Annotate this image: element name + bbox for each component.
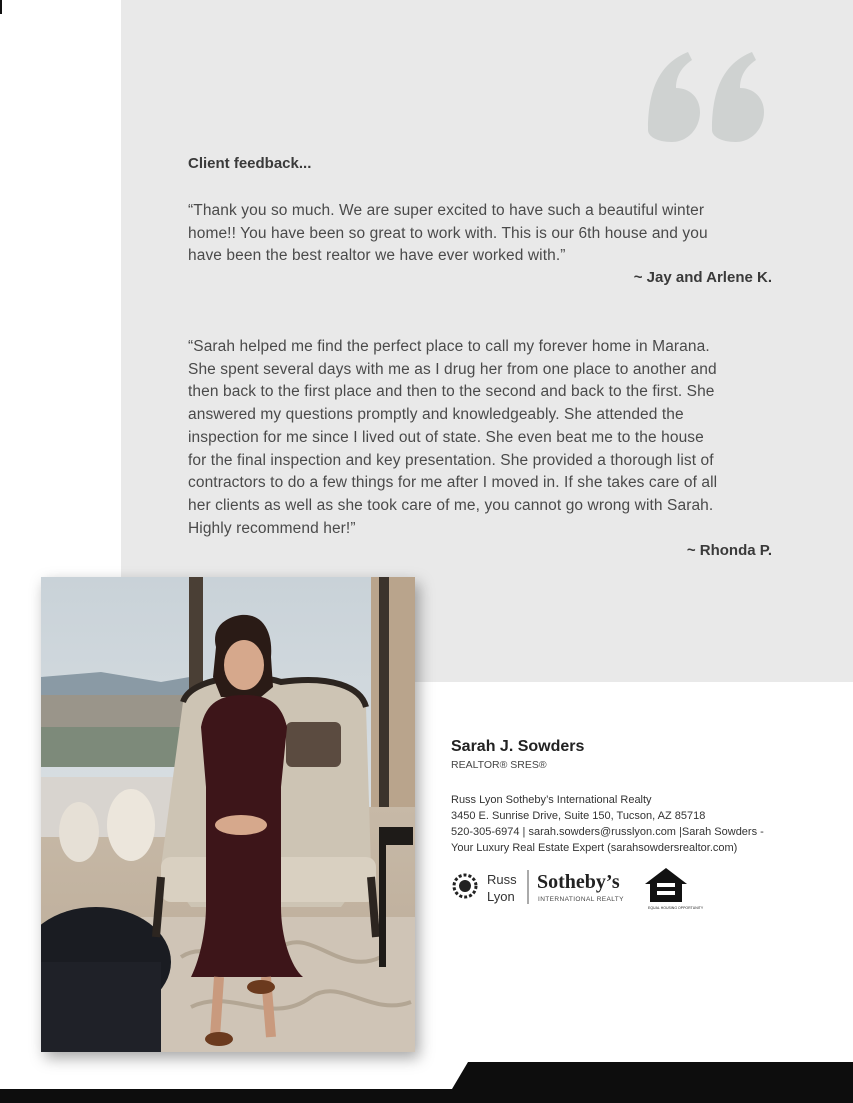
testimonial-1-author: ~ Jay and Arlene K. — [633, 269, 772, 286]
testimonial-line: “Thank you so much. We are super excited to have such a beautiful winter — [188, 202, 705, 219]
logo-sothebys-sub: INTERNATIONAL REALTY — [538, 896, 624, 903]
testimonial-line: answered my questions promptly and knowledgeably. She attended the — [188, 406, 684, 424]
portrait-illustration — [41, 577, 415, 1052]
page-edge-mark — [0, 0, 2, 14]
agent-address: 3450 E. Sunrise Drive, Suite 150, Tucson, AZ 85718 — [451, 810, 706, 822]
testimonial-line: for the final inspection and key presentation. She provided a thorough list of — [188, 451, 714, 469]
testimonial-2-author: ~ Rhonda P. — [686, 542, 772, 559]
agent-brokerage: Russ Lyon Sotheby’s International Realty — [451, 794, 652, 806]
testimonial-line: Highly recommend her!” — [188, 519, 356, 537]
agent-contact-line[interactable]: 520-305-6974 | sarah.sowders@russlyon.com |Sarah Sowders - — [451, 826, 764, 838]
testimonial-line: “Sarah helped me find the perfect place to call my forever home in Marana. — [188, 338, 710, 355]
agent-contact-block — [451, 792, 831, 856]
logo-sothebys-text: Sotheby’s — [537, 871, 620, 893]
feedback-heading: Client feedback... — [188, 155, 312, 172]
logo-russ-text: Russ — [487, 872, 517, 887]
brokerage-logo-row — [451, 864, 751, 914]
testimonial-line: She spent several days with me as I drug her from one place to another and — [188, 360, 717, 378]
testimonial-line: contractors to do a few things for me after I moved in. If she takes care of all — [188, 474, 718, 492]
agent-website-line[interactable]: Your Luxury Real Estate Expert (sarahsowdersrealtor.com) — [451, 842, 738, 854]
russ-lyon-emblem-icon — [454, 875, 476, 897]
equal-housing-icon — [645, 868, 704, 910]
equal-housing-text: EQUAL HOUSING OPPORTUNITY — [648, 906, 704, 910]
agent-portrait-photo — [41, 577, 415, 1052]
quotation-mark-icon — [640, 42, 780, 152]
testimonial-line: home!! You have been so great to work with. This is our 6th house and you — [188, 224, 708, 242]
testimonial-2-text — [188, 336, 778, 540]
testimonial-line: her clients as well as she took care of me, you cannot go wrong with Sarah. — [188, 496, 714, 514]
logo-lyon-text: Lyon — [487, 889, 515, 904]
testimonial-line: inspection for me since I lived out of state. She even beat me to the house — [188, 428, 704, 446]
agent-info — [451, 738, 831, 856]
bottom-bar-decoration — [0, 1062, 853, 1103]
testimonial-line: then back to the first place and then to the second and back to the first. She — [188, 383, 715, 401]
testimonial-1-text — [188, 200, 778, 268]
brand-logos — [451, 864, 751, 914]
testimonial-line: have been the best realtor we have ever worked with.” — [188, 247, 566, 265]
agent-title: REALTOR® SRES® — [451, 759, 547, 771]
agent-name: Sarah J. Sowders — [451, 738, 585, 755]
